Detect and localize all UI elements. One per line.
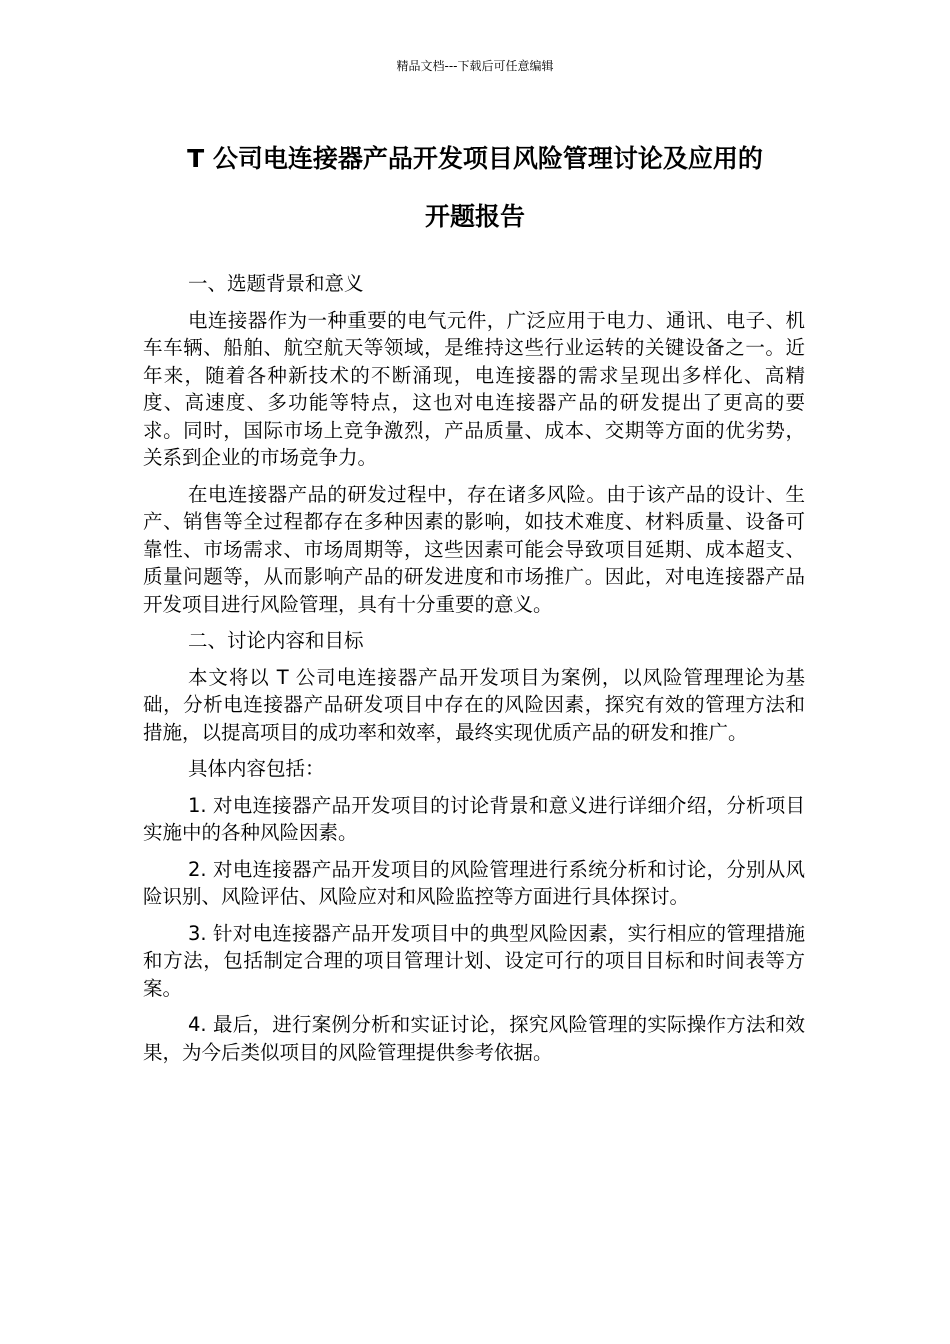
document-body (143, 270, 805, 1075)
document-title-line-2: 开题报告 (424, 202, 525, 231)
section-heading-background: 一、选题背景和意义 (188, 272, 364, 295)
list-item: 4. 最后，进行案例分析和实证讨论，探究风险管理的实际操作方法和效果，为今后类似项目的风险管理提供参考依据。 (143, 1013, 805, 1064)
list-item: 2. 对电连接器产品开发项目的风险管理进行系统分析和讨论，分别从风险识别、风险评估、风险应对和风险监控等方面进行具体探讨。 (143, 857, 805, 908)
body-paragraph: 在电连接器产品的研发过程中，存在诸多风险。由于该产品的设计、生产、销售等全过程都存在多种因素的影响，如技术难度、材料质量、设备可靠性、市场需求、市场周期等，这些因素可能会导致项目延期、成本超支、质量问题等，从而影响产品的研发进度和市场推广。因此，对电连接器产品开发项目进行风险管理，具有十分重要的意义。 (143, 482, 805, 616)
list-item: 3. 针对电连接器产品开发项目中的典型风险因素，实行相应的管理措施和方法，包括制定合理的项目管理计划、设定可行的项目目标和时间表等方案。 (143, 921, 805, 1000)
list-item: 1. 对电连接器产品开发项目的讨论背景和意义进行详细介绍，分析项目实施中的各种风险因素。 (143, 793, 805, 844)
list-intro: 具体内容包括： (188, 757, 325, 780)
page-header-note: 精品文档---下载后可任意编辑 (396, 59, 554, 73)
document-title-line-1: T 公司电连接器产品开发项目风险管理讨论及应用的 (187, 144, 763, 173)
document-title (140, 130, 810, 246)
body-paragraph: 本文将以 T 公司电连接器产品开发项目为案例，以风险管理理论为基础，分析电连接器产品研发项目中存在的风险因素，探究有效的管理方法和措施，以提高项目的成功率和效率，最终实现优质产品的研发和推广。 (143, 665, 805, 744)
body-paragraph: 电连接器作为一种重要的电气元件，广泛应用于电力、通讯、电子、机车车辆、船舶、航空航天等领域，是维持这些行业运转的关键设备之一。近年来，随着各种新技术的不断涌现，电连接器的需求呈现出多样化、高精度、高速度、多功能等特点，这也对电连接器产品的研发提出了更高的要求。同时，国际市场上竞争激烈，产品质量、成本、交期等方面的优劣势，关系到企业的市场竞争力。 (143, 308, 805, 469)
section-heading-content: 二、讨论内容和目标 (188, 629, 364, 652)
